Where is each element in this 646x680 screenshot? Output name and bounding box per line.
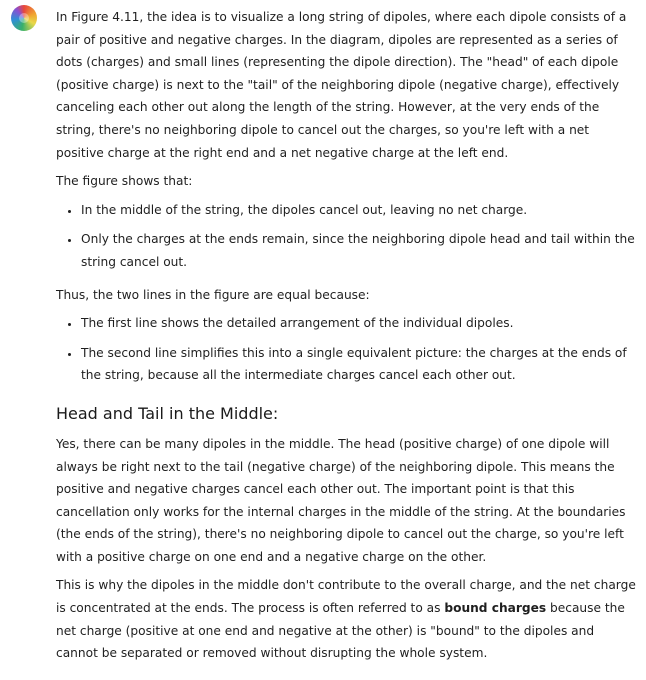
bound-charges-term: bound charges bbox=[444, 601, 547, 616]
paragraph-figure-shows: The figure shows that: bbox=[56, 174, 193, 189]
paragraph-bound-charges bbox=[56, 574, 636, 664]
paragraph-intro: In Figure 4.11, the idea is to visualize a long string of dipoles, where each dipole consists of a pair of positive and negative charges. In the diagram, dipoles are represented as a series of dots (charges) and small lines (representing the dipole direction). The "head" of each dipole (positive charge) is next to the "tail" of the neighboring dipole (negative charge), effectively canceling each other out along the length of the string. However, at the very ends of the string, there's no neighboring dipole to cancel out the charges, so you're left with a net positive charge at the right end and a net negative charge at the left end. bbox=[56, 10, 627, 160]
paragraph-text-after: because the net charge (positive at one end and negative at the other) is "bound" to the dipoles and cannot be separated or removed without disrupting the whole system. bbox=[56, 601, 625, 661]
section-heading: Head and Tail in the Middle: bbox=[56, 403, 279, 423]
paragraph-text-before: This is why the dipoles in the middle don't contribute to the overall charge, and the net charge is concentrated at the ends. The process is often referred to as bbox=[56, 578, 636, 616]
list-item: • Only the charges at the ends remain, since the neighboring dipole head and tail within the string cancel out. bbox=[81, 228, 636, 273]
assistant-message bbox=[56, 6, 636, 671]
assistant-avatar-icon bbox=[11, 5, 37, 31]
bullet-list-figure-shows bbox=[56, 199, 636, 274]
list-item: • In the middle of the string, the dipoles cancel out, leaving no net charge. bbox=[81, 199, 636, 222]
list-item: • The first line shows the detailed arrangement of the individual dipoles. bbox=[81, 312, 636, 335]
list-item: • The second line simplifies this into a single equivalent picture: the charges at the ends of the string, because all the intermediate charges cancel each other out. bbox=[81, 342, 636, 387]
paragraph-thus: Thus, the two lines in the figure are equal because: bbox=[56, 287, 370, 302]
bullet-list-lines-equal bbox=[56, 312, 636, 387]
paragraph-head-tail: Yes, there can be many dipoles in the middle. The head (positive charge) of one dipole will always be right next to the tail (negative charge) of the neighboring dipole. This means the positive and negative charges cancel each other out. The important point is that this cancellation only works for the internal charges in the middle of the string. At the boundaries (the ends of the string), there's no neighboring dipole to cancel out the charge, so you're left with a positive charge on one end and a negative charge on the other. bbox=[56, 436, 626, 564]
